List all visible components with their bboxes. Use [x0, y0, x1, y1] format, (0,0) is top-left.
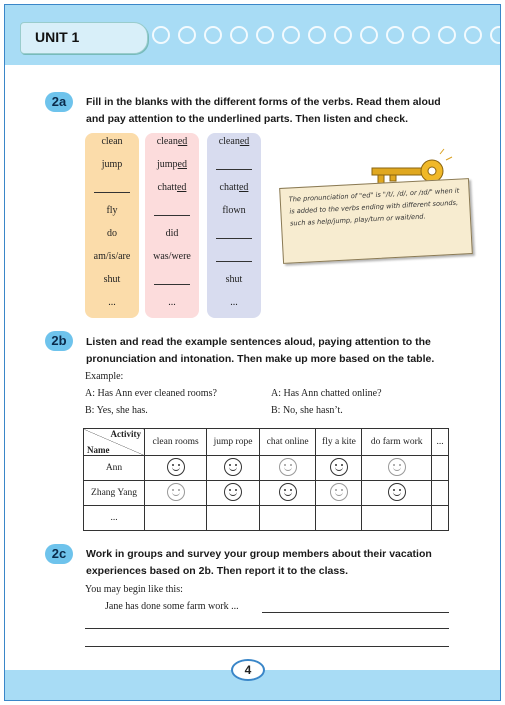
- verb-column-base: [85, 133, 139, 318]
- verb-cell: flown: [222, 205, 246, 216]
- table-header: do farm work: [362, 429, 432, 456]
- example-label: Example:: [85, 371, 124, 382]
- verb-cell: do: [107, 228, 117, 239]
- verb-blank[interactable]: [145, 274, 199, 288]
- verb-blank[interactable]: [207, 228, 261, 242]
- verb-blank[interactable]: [145, 205, 199, 219]
- row-name: Ann: [84, 456, 145, 481]
- verb-cell: chatted: [219, 182, 249, 193]
- smiley-icon: [330, 483, 348, 501]
- verb-blank[interactable]: [207, 159, 261, 173]
- verb-cell: chatted: [157, 182, 187, 193]
- verb-cell: ...: [230, 297, 238, 308]
- writing-line[interactable]: [262, 612, 449, 613]
- writing-line[interactable]: [85, 628, 449, 629]
- verb-cell: shut: [225, 274, 243, 285]
- table-header-row: [84, 429, 449, 456]
- table-row: [84, 506, 449, 531]
- example-question-2: A: Has Ann chatted online?: [271, 388, 382, 399]
- table-header: jump rope: [207, 429, 260, 456]
- section-badge-2c: 2c: [45, 544, 73, 564]
- header-decoration: [148, 24, 500, 48]
- table-header: ...: [432, 429, 449, 456]
- smiley-icon: [330, 458, 348, 476]
- verb-column-past: [145, 133, 199, 318]
- smiley-icon: [167, 483, 185, 501]
- page-number: 4: [231, 659, 265, 681]
- instruction-2c: Work in groups and survey your group members about their vacation experiences based on 2b. Then report it to the class.: [86, 548, 432, 577]
- verb-cell: am/is/are: [93, 251, 131, 262]
- verb-cell: was/were: [153, 251, 191, 262]
- begin-label: You may begin like this:: [85, 584, 183, 595]
- smiley-icon: [388, 458, 406, 476]
- pronunciation-note: The pronunciation of "ed" is "/t/, /d/, or /ɪd/" when it is added to the verbs ending with different sounds, such as help/jump, play/turn or wait/end.: [279, 178, 473, 264]
- smiley-icon: [167, 458, 185, 476]
- verb-cell: fly: [106, 205, 118, 216]
- table-header: clean rooms: [145, 429, 207, 456]
- verb-cell: jump: [101, 159, 123, 170]
- smiley-icon: [279, 483, 297, 501]
- example-answer-1: B: Yes, she has.: [85, 405, 148, 416]
- verb-cell: shut: [103, 274, 121, 285]
- smiley-icon: [224, 458, 242, 476]
- smiley-icon: [224, 483, 242, 501]
- verb-cell: jumped: [156, 159, 187, 170]
- verb-cell: cleaned: [218, 136, 250, 147]
- instruction-2b: Listen and read the example sentences aloud, paying attention to the pronunciation and intonation. Then make up more based on the table.: [86, 336, 435, 365]
- verb-cell: clean: [101, 136, 123, 147]
- verb-cell: ...: [108, 297, 116, 308]
- verb-cell: did: [165, 228, 179, 239]
- table-corner: Activity Name: [84, 429, 145, 456]
- section-badge-2b: 2b: [45, 331, 73, 351]
- unit-tab: [20, 22, 148, 54]
- starter-sentence: Jane has done some farm work ...: [105, 601, 239, 612]
- instruction-2a: Fill in the blanks with the different forms of the verbs. Read them aloud and pay attention to the underlined parts. Then listen and check.: [86, 96, 441, 125]
- section-badge-2a: 2a: [45, 92, 73, 112]
- unit-title: UNIT 1: [35, 29, 80, 45]
- table-row: [84, 456, 449, 481]
- survey-table: [83, 428, 449, 531]
- verb-column-participle: [207, 133, 261, 318]
- verb-cell: cleaned: [156, 136, 188, 147]
- example-answer-2: B: No, she hasn’t.: [271, 405, 343, 416]
- verb-blank[interactable]: [85, 182, 139, 196]
- verb-cell: ...: [168, 297, 176, 308]
- smiley-icon: [388, 483, 406, 501]
- verb-blank[interactable]: [207, 251, 261, 265]
- table-header: chat online: [259, 429, 316, 456]
- example-question-1: A: Has Ann ever cleaned rooms?: [85, 388, 217, 399]
- table-header: fly a kite: [316, 429, 362, 456]
- writing-line[interactable]: [85, 646, 449, 647]
- smiley-icon: [279, 458, 297, 476]
- row-name: Zhang Yang: [84, 481, 145, 506]
- row-name: ...: [84, 506, 145, 531]
- table-row: [84, 481, 449, 506]
